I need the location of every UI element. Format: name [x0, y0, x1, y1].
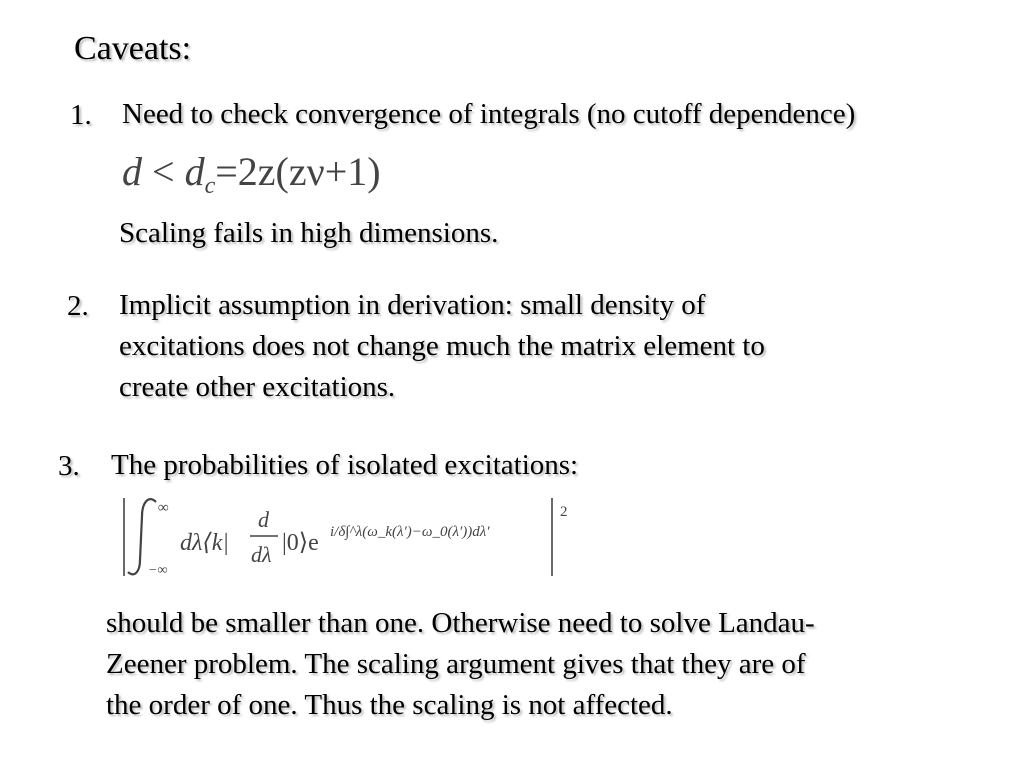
item-2-line-1: Implicit assumption in derivation: small density of [119, 289, 706, 321]
power: 2 [560, 504, 568, 520]
item-1-text: Need to check convergence of integrals (no cutoff dependence) [122, 98, 856, 130]
item-3-text: The probabilities of isolated excitations: [111, 449, 579, 481]
transition-probability-equation [120, 494, 580, 580]
lower-limit: −∞ [148, 563, 168, 578]
frac-numerator: d [258, 507, 269, 532]
eq1-lhs: d [122, 149, 142, 194]
conclusion-line-1: should be smaller than one. Otherwise need to solve Landau- [106, 607, 815, 639]
integrand-end: |0⟩e [282, 530, 319, 556]
eq1-dc-subscript: c [204, 173, 216, 199]
scaling-note: Scaling fails in high dimensions. [119, 217, 499, 249]
eq1-relation: < [152, 149, 175, 194]
frac-denominator: dλ [251, 542, 272, 567]
critical-dimension-equation [122, 148, 381, 200]
transition-probability-svg [120, 494, 580, 580]
upper-limit: ∞ [158, 500, 169, 516]
slide-title: Caveats: [74, 30, 192, 67]
item-3-number: 3. [58, 450, 80, 482]
conclusion-line-3: the order of one. Thus the scaling is not affected. [106, 689, 673, 721]
item-1-number: 1. [70, 99, 92, 131]
exponent: i/δ∫^λ(ω_k(λ′)−ω_0(λ′))dλ′ [330, 524, 490, 540]
integrand-start: dλ⟨k| [180, 530, 230, 556]
conclusion-line-2: Zeener problem. The scaling argument gives that they are of [106, 648, 806, 680]
eq1-dc: d [184, 149, 205, 194]
item-2-line-3: create other excitations. [119, 371, 396, 403]
item-2-line-2: excitations does not change much the matrix element to [119, 330, 765, 362]
eq1-rhs: =2z(zν+1) [215, 149, 381, 194]
item-2-number: 2. [67, 290, 89, 322]
